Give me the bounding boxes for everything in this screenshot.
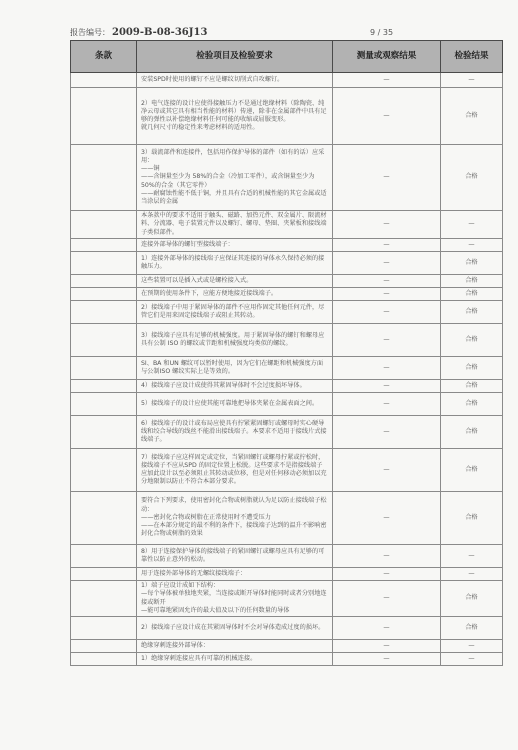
result-cell: 合格: [441, 275, 503, 288]
clause-cell: [71, 449, 137, 492]
observation-cell: —: [333, 211, 441, 239]
result-cell: —: [441, 640, 503, 653]
requirement-cell: 安装SPD时使用的螺钉不应是螺纹切削式自攻螺钉。: [137, 73, 333, 88]
table-row: [71, 640, 503, 653]
result-cell: 合格: [441, 492, 503, 545]
header-result: 检验结果: [441, 41, 503, 73]
table-row: [71, 252, 503, 275]
result-cell: 合格: [441, 301, 503, 324]
clause-cell: [71, 545, 137, 568]
result-cell: 合格: [441, 324, 503, 357]
clause-cell: [71, 73, 137, 88]
clause-cell: [71, 211, 137, 239]
table-row: [71, 88, 503, 145]
clause-cell: [71, 640, 137, 653]
result-cell: —: [441, 653, 503, 666]
result-cell: 合格: [441, 288, 503, 301]
clause-cell: [71, 275, 137, 288]
result-cell: 合格: [441, 416, 503, 449]
observation-cell: —: [333, 252, 441, 275]
result-cell: 合格: [441, 380, 503, 393]
clause-cell: [71, 653, 137, 666]
clause-cell: [71, 492, 137, 545]
requirement-cell: 本条款中的要求不适用于触头、磁路、加热元件、双金属片、限流材料、分流器、电子装置元件以及螺钉、螺母、垫圈、夹紧板和接线端子类似部件。: [137, 211, 333, 239]
observation-cell: —: [333, 653, 441, 666]
result-cell: 合格: [441, 252, 503, 275]
observation-cell: —: [333, 324, 441, 357]
clause-cell: [71, 380, 137, 393]
report-number: 2009-B-08-36J13: [112, 27, 208, 38]
table-row: [71, 239, 503, 252]
result-cell: 合格: [441, 145, 503, 211]
requirement-cell: 要符合下列要求，使用密封化合物或树脂就认为足以防止接线端子松动： ——密封化合物或树脂在正常使用时不遭受压力 ——在本部分规定的最不利的条件下，接线端子达到的温升不影响密封化合物或树脂的效果: [137, 492, 333, 545]
clause-cell: [71, 252, 137, 275]
requirement-cell: 3）载流部件和连接件，包括用作保护导体的部件（如有的话）应采用： ——铜 ——含铜量至少为 58%的合金（冷加工零件），或含铜量至少为 50%的合金（其它零件） ——耐腐蚀性能不低于铜，并且具有合适的机械性能的其它金属或适当涂层的金属: [137, 145, 333, 211]
report-number-line: [70, 27, 207, 39]
requirement-cell: 8）用于连接保护导体的接线端子的紧固螺钉或螺母应具有足够的可靠性以防止意外的松动。: [137, 545, 333, 568]
observation-cell: —: [333, 380, 441, 393]
table-row: [71, 653, 503, 666]
requirement-cell: 这些装置可以是插入式或是螺栓接入式。: [137, 275, 333, 288]
result-cell: 合格: [441, 88, 503, 145]
clause-cell: [71, 239, 137, 252]
table-row: [71, 301, 503, 324]
requirement-cell: 在预期的使用条件下，应能方便地接近接线端子。: [137, 288, 333, 301]
table-row: [71, 617, 503, 640]
requirement-cell: SI、BA 和UN 螺纹可以暂时使用，因为它们在螺距和机械强度方面与公制ISO 螺纹实际上是等效的。: [137, 357, 333, 380]
observation-cell: —: [333, 449, 441, 492]
requirement-cell: 7）接线端子应这样固定或定位，当紧固螺钉或螺母拧紧或拧松时，接线端子不应从SPD 的固定位置上松脱。这些要求不是指接线端子应加此设计以至必须阻止其转动或位移，但是对任何移动必须加以充分地限制以防止不符合本部分要求。: [137, 449, 333, 492]
result-cell: —: [441, 239, 503, 252]
report-header: [70, 27, 501, 39]
observation-cell: —: [333, 301, 441, 324]
observation-cell: —: [333, 73, 441, 88]
clause-cell: [71, 357, 137, 380]
report-number-label: 报告编号：: [70, 28, 110, 37]
page-number: 9 / 35: [370, 28, 394, 37]
result-cell: 合格: [441, 393, 503, 416]
table-row: [71, 416, 503, 449]
clause-cell: [71, 393, 137, 416]
header-observation: 测量或观察结果: [333, 41, 441, 73]
requirement-cell: 3）接线端子应具有足够的机械强度。用于紧固导体的螺钉和螺母应具有公制 ISO 的螺纹或节距和机械强度均类似的螺纹。: [137, 324, 333, 357]
observation-cell: —: [333, 640, 441, 653]
observation-cell: —: [333, 545, 441, 568]
table-row: [71, 380, 503, 393]
inspection-table: [70, 40, 503, 666]
clause-cell: [71, 568, 137, 581]
table-row: [71, 145, 503, 211]
observation-cell: —: [333, 275, 441, 288]
clause-cell: [71, 301, 137, 324]
clause-cell: [71, 288, 137, 301]
requirement-cell: 1）连接外部导体的接线端子应保证其连接的导体永久保持必须的接触压力。: [137, 252, 333, 275]
requirement-cell: 2）电气连接的设计应使得接触压力不是通过绝缘材料（除陶瓷、纯净云母或其它具有相当性能的材料）传递，除非在金属部件中具有足够的弹性以补偿绝缘材料任何可能的收缩或屈服变形。 就几何尺寸的稳定性来考虑材料的适用性。: [137, 88, 333, 145]
result-cell: —: [441, 545, 503, 568]
table-row: [71, 449, 503, 492]
observation-cell: —: [333, 88, 441, 145]
table-row: [71, 73, 503, 88]
result-cell: 合格: [441, 581, 503, 617]
table-row: [71, 324, 503, 357]
observation-cell: —: [333, 617, 441, 640]
requirement-cell: 绝缘穿刺连接外部导体：: [137, 640, 333, 653]
clause-cell: [71, 617, 137, 640]
requirement-cell: 1）绝缘穿刺连接应具有可靠的机械连接。: [137, 653, 333, 666]
requirement-cell: 6）接线端子的设计或布局应使具有拧紧紧固螺钉或螺母时实心硬导线和绞合导线的线丝不能滑出接线端子。本要求不适用于接线片式接线端子。: [137, 416, 333, 449]
observation-cell: —: [333, 568, 441, 581]
table-header-row: [71, 41, 503, 73]
result-cell: 合格: [441, 357, 503, 380]
clause-cell: [71, 581, 137, 617]
table-row: [71, 581, 503, 617]
result-cell: —: [441, 568, 503, 581]
requirement-cell: 5）接线端子的设计应使其能可靠地把导体夹紧在金属表面之间。: [137, 393, 333, 416]
observation-cell: —: [333, 145, 441, 211]
observation-cell: —: [333, 288, 441, 301]
table-row: [71, 211, 503, 239]
observation-cell: —: [333, 416, 441, 449]
table-row: [71, 492, 503, 545]
header-requirement: 检验项目及检验要求: [137, 41, 333, 73]
requirement-cell: 1）端子应设计成如下结构： —每个导体被单独地夹紧，当连接或断开导体时能同时或者分别地连接或断开 —能可靠地紧固允许的最大值及以下的任何数量的导体: [137, 581, 333, 617]
header-clause: 条款: [71, 41, 137, 73]
result-cell: —: [441, 73, 503, 88]
observation-cell: —: [333, 357, 441, 380]
result-cell: 合格: [441, 449, 503, 492]
table-row: [71, 568, 503, 581]
clause-cell: [71, 88, 137, 145]
clause-cell: [71, 145, 137, 211]
table-row: [71, 288, 503, 301]
table-row: [71, 545, 503, 568]
requirement-cell: 4）接线端子应设计成使得其紧固导体时不会过度损坏导体。: [137, 380, 333, 393]
requirement-cell: 2）接线端子中用于紧固导体的部件不应用作固定其他任何元件，尽管它们是用来固定接线端子或阻止其转动。: [137, 301, 333, 324]
requirement-cell: 用于连接外部导体的无螺纹接线端子：: [137, 568, 333, 581]
table-row: [71, 393, 503, 416]
clause-cell: [71, 324, 137, 357]
observation-cell: —: [333, 492, 441, 545]
requirement-cell: 2）接线端子应设计成在其紧固导体时不会对导体造成过度的损坏。: [137, 617, 333, 640]
table-body: [71, 73, 503, 666]
result-cell: 合格: [441, 617, 503, 640]
result-cell: —: [441, 211, 503, 239]
requirement-cell: 连接外部导体的螺钉型接线端子：: [137, 239, 333, 252]
observation-cell: —: [333, 239, 441, 252]
observation-cell: —: [333, 581, 441, 617]
table-row: [71, 357, 503, 380]
table-row: [71, 275, 503, 288]
observation-cell: —: [333, 393, 441, 416]
clause-cell: [71, 416, 137, 449]
